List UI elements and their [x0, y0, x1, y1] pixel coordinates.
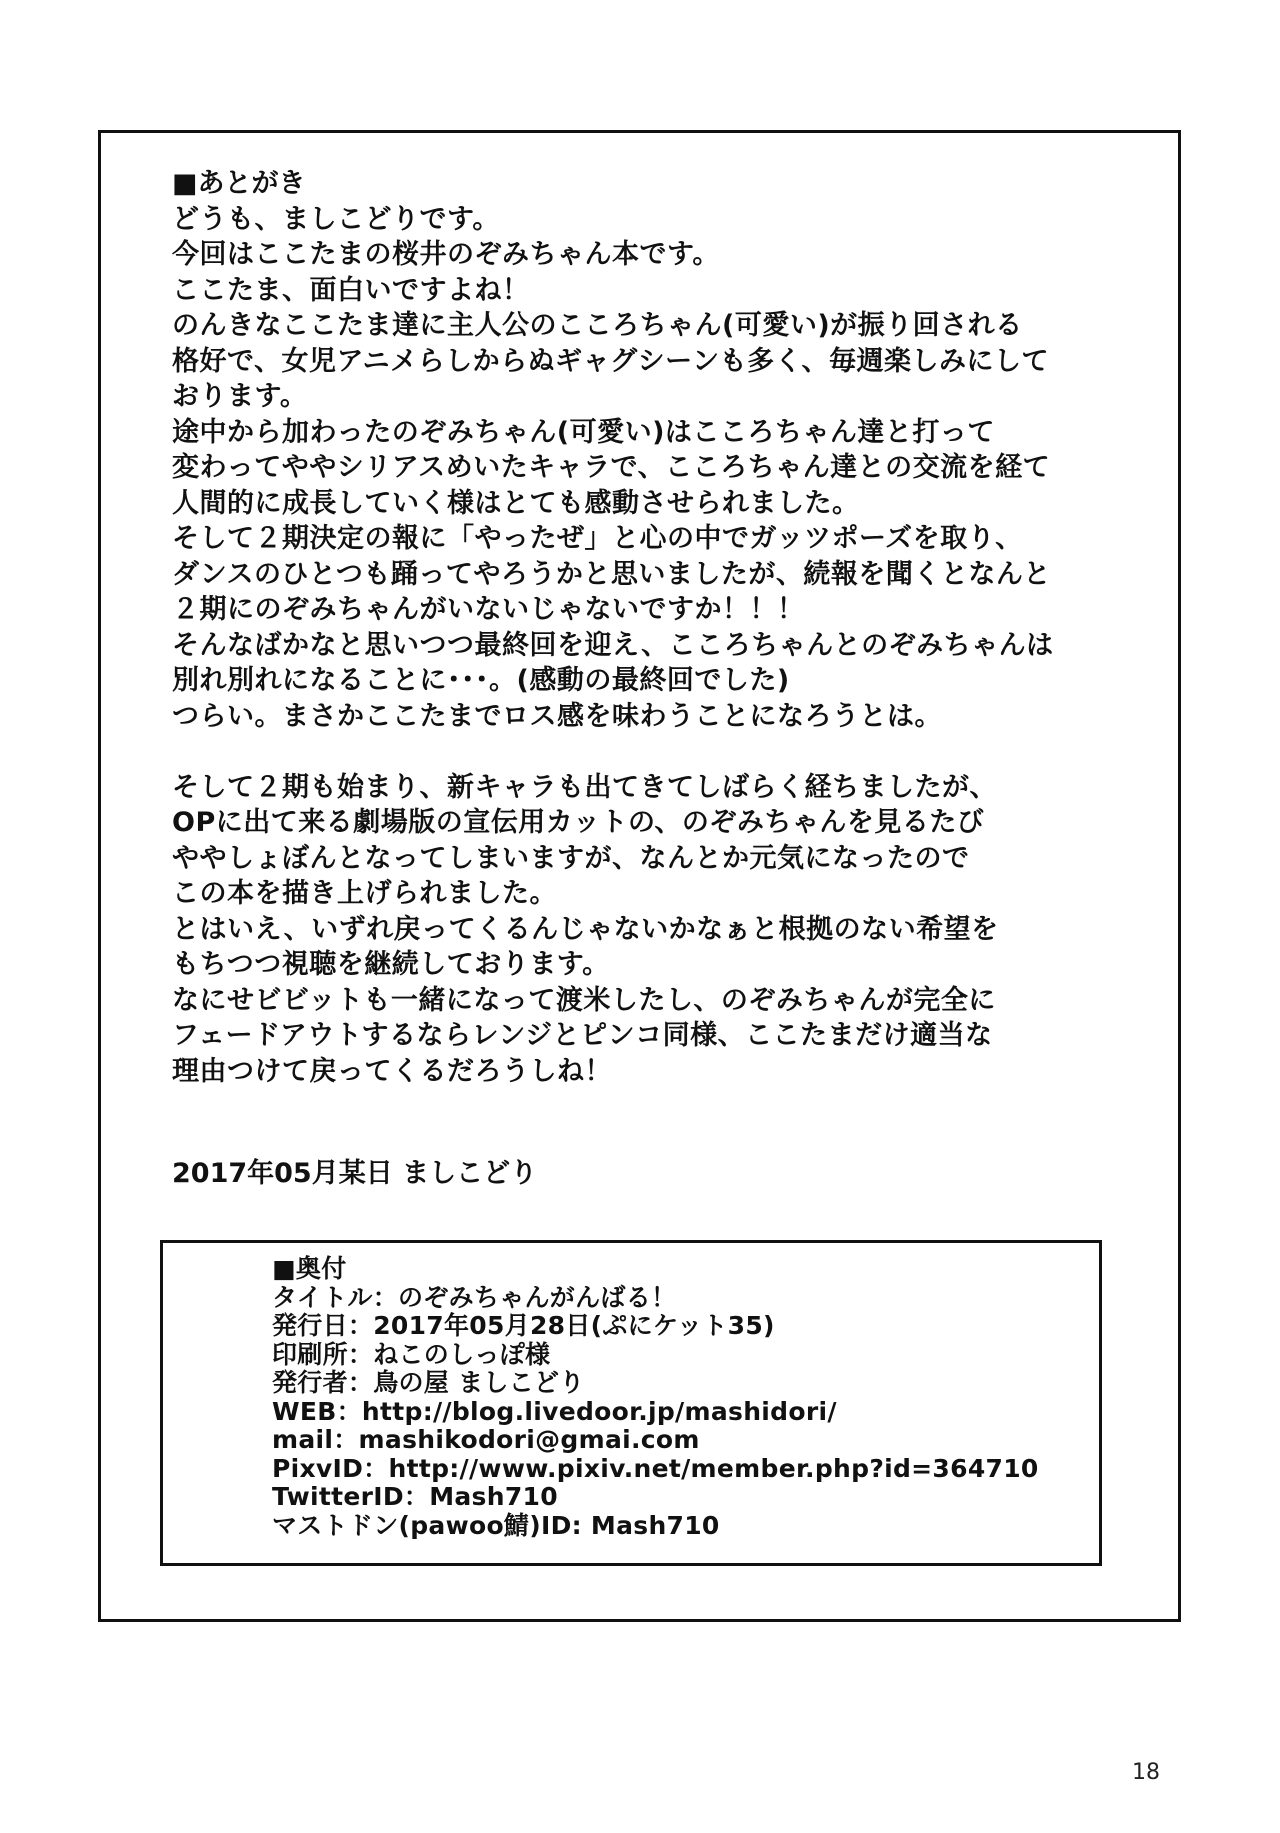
colophon-section	[272, 1255, 1092, 1540]
colophon-mail: mail：mashikodori@gmai.com	[272, 1425, 700, 1454]
afterword-line: つらい。まさかここたまでロス感を味わうことになろうとは。	[172, 700, 942, 732]
afterword-line: そんなばかなと思いつつ最終回を迎え、こころちゃんとのぞみちゃんは	[172, 629, 1054, 661]
afterword-line: どうも、ましこどりです。	[172, 203, 500, 235]
afterword-line: そして２期も始まり、新キャラも出てきてしばらく経ちましたが、	[172, 771, 997, 803]
afterword-section	[172, 166, 1132, 1089]
afterword-line: 変わってややシリアスめいたキャラで、こころちゃん達との交流を経て	[172, 452, 1051, 483]
afterword-signature: 2017年05月某日 ましこどり	[172, 1158, 538, 1189]
afterword-line: そして２期決定の報に「やったぜ」と心の中でガッツポーズを取り、	[172, 523, 1023, 554]
afterword-line: 理由つけて戻ってくるだろうしね！	[172, 1055, 612, 1087]
colophon-heading: ■奥付	[272, 1254, 347, 1283]
afterword-line: なにせビビットも一緒になって渡米したし、のぞみちゃんが完全に	[172, 984, 996, 1016]
afterword-line: ややしょぼんとなってしまいますが、なんとか元気になったので	[172, 842, 970, 874]
afterword-line: 格好で、女児アニメらしからぬギャグシーンも多く、毎週楽しみにして	[172, 345, 1050, 377]
afterword-line: とはいえ、いずれ戻ってくるんじゃないかなぁと根拠のない希望を	[172, 913, 999, 945]
colophon-pixiv-id: PixvID：http://www.pixiv.net/member.php?id=364710	[272, 1453, 1039, 1483]
colophon-twitter-id: TwitterID：Mash710	[272, 1482, 558, 1511]
colophon-mastodon-id: マストドン(pawoo鯖)ID: Mash710	[272, 1510, 720, 1540]
afterword-line: 今回はここたまの桜井のぞみちゃん本です。	[172, 239, 720, 270]
colophon-issue-date: 発行日：2017年05月28日(ぷにケット35)	[272, 1311, 775, 1340]
afterword-line: おります。	[172, 381, 308, 412]
page-number: 18	[1132, 1760, 1160, 1785]
afterword-line: 人間的に成長していく様はとても感動させられました。	[172, 487, 860, 519]
afterword-line: 途中から加わったのぞみちゃん(可愛い)はこころちゃん達と打って	[172, 416, 995, 448]
colophon-printer: 印刷所：ねこのしっぽ様	[272, 1339, 551, 1369]
afterword-line: 別れ別れになることに･･･。(感動の最終回でした)	[172, 665, 790, 696]
afterword-line: OPに出て来る劇場版の宣伝用カットの、のぞみちゃんを見るたび	[172, 807, 985, 838]
colophon-title: タイトル：のぞみちゃんがんばる！	[272, 1282, 677, 1312]
afterword-line: もちつつ視聴を継続しております。	[172, 949, 610, 980]
afterword-line: フェードアウトするならレンジとピンコ同様、ここたまだけ適当な	[172, 1020, 993, 1051]
afterword-heading: ■あとがき	[172, 168, 306, 199]
afterword-body	[172, 202, 1132, 1090]
afterword-line: ２期にのぞみちゃんがいないじゃないですか！！！	[172, 594, 805, 625]
afterword-line: ダンスのひとつも踊ってやろうかと思いましたが、続報を聞くとなんと	[172, 558, 1051, 590]
afterword-line: ここたま、面白いですよね！	[172, 274, 530, 306]
afterword-line: この本を描き上げられました。	[172, 878, 557, 909]
colophon-publisher: 発行者：鳥の屋 ましこどり	[272, 1368, 585, 1397]
afterword-line: のんきなここたま達に主人公のこころちゃん(可愛い)が振り回される	[172, 310, 1023, 341]
colophon-web-link: WEB：http://blog.livedoor.jp/mashidori/	[272, 1396, 837, 1426]
afterword-blank-line	[172, 734, 1132, 770]
